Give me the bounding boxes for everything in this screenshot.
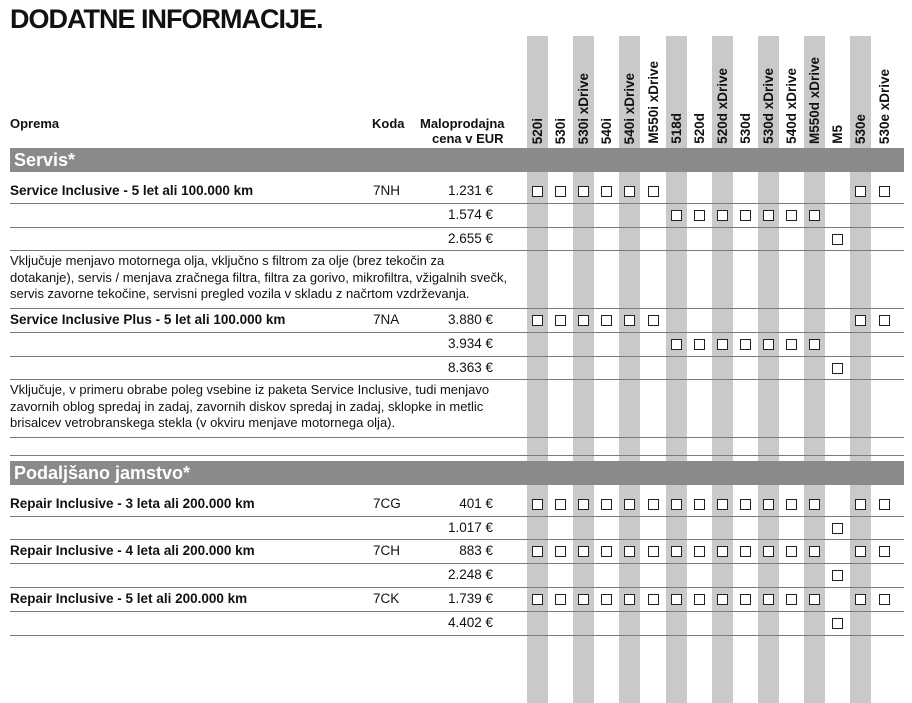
- availability-checkbox: [879, 499, 890, 510]
- availability-checkbox: [624, 594, 635, 605]
- availability-checkbox: [740, 210, 751, 221]
- availability-checkbox: [601, 546, 612, 557]
- availability-checkbox: [648, 315, 659, 326]
- availability-checkbox: [624, 499, 635, 510]
- row-divider: [10, 516, 904, 517]
- option-name: Service Inclusive - 5 let ali 100.000 km: [10, 183, 254, 198]
- availability-checkbox: [855, 546, 866, 557]
- availability-checkbox: [879, 546, 890, 557]
- header-oprema: Oprema: [10, 116, 60, 131]
- availability-checkbox: [532, 315, 543, 326]
- option-name: Repair Inclusive - 3 leta ali 200.000 km: [10, 495, 255, 511]
- option-price: 1.739 €: [447, 591, 493, 606]
- model-label-530d-xdrive: 530d xDrive: [761, 68, 776, 144]
- availability-checkbox: [786, 594, 797, 605]
- model-label-m550d-xdrive: M550d xDrive: [807, 56, 823, 144]
- availability-checkbox: [717, 210, 728, 221]
- model-label-530e: 530e: [853, 113, 869, 144]
- availability-checkbox: [671, 594, 682, 605]
- option-price: 1.231 €: [447, 183, 493, 198]
- option-code: 7CK: [373, 591, 400, 606]
- availability-checkbox: [578, 594, 589, 605]
- availability-checkbox: [624, 315, 635, 326]
- page-title: DODATNE INFORMACIJE.: [10, 4, 323, 34]
- model-label-518d: 518d: [668, 113, 684, 144]
- availability-checkbox: [786, 210, 797, 221]
- availability-checkbox: [740, 594, 751, 605]
- availability-checkbox: [763, 339, 774, 350]
- availability-checkbox: [786, 339, 797, 350]
- availability-checkbox: [717, 546, 728, 557]
- availability-checkbox: [555, 315, 566, 326]
- option-name: Repair Inclusive - 5 let ali 200.000 km: [10, 591, 248, 606]
- header-koda: Koda: [372, 116, 405, 131]
- model-label-530e-xdrive: 530e xDrive: [876, 68, 892, 144]
- model-label-m550i-xdrive: M550i xDrive: [645, 61, 661, 144]
- availability-checkbox: [832, 363, 843, 374]
- model-label-530d: 530d: [737, 113, 753, 144]
- option-price: 2.655 €: [447, 230, 493, 246]
- row-divider: [10, 203, 904, 204]
- availability-checkbox: [740, 499, 751, 510]
- availability-checkbox: [555, 546, 566, 557]
- availability-checkbox: [763, 546, 774, 557]
- availability-checkbox: [601, 186, 612, 197]
- availability-checkbox: [671, 546, 682, 557]
- model-label-530i: 530i: [553, 117, 569, 144]
- option-price: 1.574 €: [447, 206, 493, 222]
- row-divider: [10, 587, 904, 588]
- availability-checkbox: [809, 594, 820, 605]
- model-label-520i: 520i: [530, 117, 545, 144]
- option-price: 3.880 €: [447, 311, 493, 327]
- option-code: 7NA: [373, 311, 400, 327]
- availability-checkbox: [648, 499, 659, 510]
- availability-checkbox: [717, 339, 728, 350]
- availability-checkbox: [578, 186, 589, 197]
- availability-checkbox: [648, 186, 659, 197]
- row-divider: [10, 308, 904, 309]
- availability-checkbox: [763, 594, 774, 605]
- availability-checkbox: [532, 499, 543, 510]
- availability-checkbox: [578, 546, 589, 557]
- availability-checkbox: [855, 499, 866, 510]
- section-header: [10, 461, 904, 485]
- availability-checkbox: [555, 499, 566, 510]
- availability-checkbox: [855, 315, 866, 326]
- availability-checkbox: [717, 499, 728, 510]
- availability-checkbox: [578, 315, 589, 326]
- option-code: 7NH: [373, 183, 401, 198]
- model-label-m5: M5: [830, 125, 846, 144]
- row-divider: [10, 563, 904, 564]
- availability-checkbox: [809, 210, 820, 221]
- model-label-530i-xdrive: 530i xDrive: [576, 72, 592, 144]
- availability-checkbox: [532, 594, 543, 605]
- option-name: Service Inclusive Plus - 5 let ali 100.000 km: [10, 311, 286, 327]
- availability-checkbox: [740, 546, 751, 557]
- availability-checkbox: [624, 546, 635, 557]
- availability-checkbox: [879, 594, 890, 605]
- section-header: [10, 148, 904, 172]
- row-divider: [10, 379, 904, 380]
- availability-checkbox: [809, 339, 820, 350]
- option-code: 7CG: [373, 495, 401, 511]
- availability-checkbox: [578, 499, 589, 510]
- availability-checkbox: [832, 570, 843, 581]
- availability-checkbox: [809, 546, 820, 557]
- model-label-540i-xdrive: 540i xDrive: [622, 72, 638, 144]
- option-price: 2.248 €: [447, 567, 493, 583]
- section-title: Podaljšano jamstvo*: [14, 462, 191, 483]
- row-divider: [10, 356, 904, 357]
- option-description: Vključuje, v primeru obrabe poleg vsebine iz paketa Service Inclusive, tudi menjavo zavornih oblog spredaj in zadaj, zavornih diskov spredaj in zadaj, sklopke in metlic brisalcev vetrobranskega stekla (v okviru menjave motornega olja).: [10, 382, 490, 431]
- model-label-540d-xdrive: 540d xDrive: [784, 68, 800, 144]
- availability-checkbox: [601, 499, 612, 510]
- availability-checkbox: [624, 186, 635, 197]
- availability-checkbox: [763, 210, 774, 221]
- availability-checkbox: [879, 315, 890, 326]
- model-label-520d-xdrive: 520d xDrive: [714, 68, 730, 144]
- header-price-line1: Maloprodajna: [420, 116, 505, 131]
- availability-checkbox: [694, 499, 705, 510]
- option-price: 8.363 €: [447, 359, 493, 375]
- availability-checkbox: [786, 499, 797, 510]
- availability-checkbox: [601, 315, 612, 326]
- option-price: 3.934 €: [447, 335, 493, 351]
- option-price: 401 €: [459, 495, 493, 511]
- availability-checkbox: [809, 499, 820, 510]
- row-divider: [10, 227, 904, 228]
- row-divider: [10, 539, 904, 540]
- availability-checkbox: [694, 210, 705, 221]
- option-code: 7CH: [373, 543, 401, 559]
- option-price: 883 €: [459, 543, 493, 559]
- availability-checkbox: [855, 186, 866, 197]
- row-divider: [10, 250, 904, 251]
- row-divider: [10, 332, 904, 333]
- availability-checkbox: [671, 210, 682, 221]
- availability-checkbox: [671, 499, 682, 510]
- availability-checkbox: [694, 546, 705, 557]
- model-label-540i: 540i: [599, 117, 615, 144]
- option-name: Repair Inclusive - 4 leta ali 200.000 km: [10, 543, 255, 559]
- option-description: Vključuje menjavo motornega olja, vključno s filtrom za olje (brez tekočin za dotakanje), servis / menjava zračnega filtra, filtra za gorivo, mikrofiltra, vžigalnih svečk, servis zavorne tekočine, servisni pregled vozila v skladu z načrtom vzdrževanja.: [10, 253, 508, 302]
- availability-checkbox: [694, 339, 705, 350]
- row-divider: [10, 437, 904, 438]
- availability-checkbox: [555, 594, 566, 605]
- availability-checkbox: [648, 546, 659, 557]
- availability-checkbox: [601, 594, 612, 605]
- model-label-520d: 520d: [691, 113, 707, 144]
- option-price: 1.017 €: [447, 519, 493, 535]
- option-price: 4.402 €: [447, 614, 493, 630]
- availability-checkbox: [832, 234, 843, 245]
- section-title: Servis*: [14, 150, 76, 170]
- availability-checkbox: [832, 618, 843, 629]
- row-divider: [10, 635, 904, 636]
- availability-checkbox: [648, 594, 659, 605]
- availability-checkbox: [786, 546, 797, 557]
- availability-checkbox: [879, 186, 890, 197]
- availability-checkbox: [532, 186, 543, 197]
- availability-checkbox: [717, 594, 728, 605]
- availability-checkbox: [555, 186, 566, 197]
- availability-checkbox: [832, 523, 843, 534]
- availability-checkbox: [694, 594, 705, 605]
- row-divider: [10, 611, 904, 612]
- availability-checkbox: [671, 339, 682, 350]
- availability-checkbox: [532, 546, 543, 557]
- header-price-line2: cena v EUR: [432, 131, 504, 146]
- row-divider: [10, 455, 904, 456]
- availability-checkbox: [740, 339, 751, 350]
- availability-checkbox: [763, 499, 774, 510]
- availability-checkbox: [855, 594, 866, 605]
